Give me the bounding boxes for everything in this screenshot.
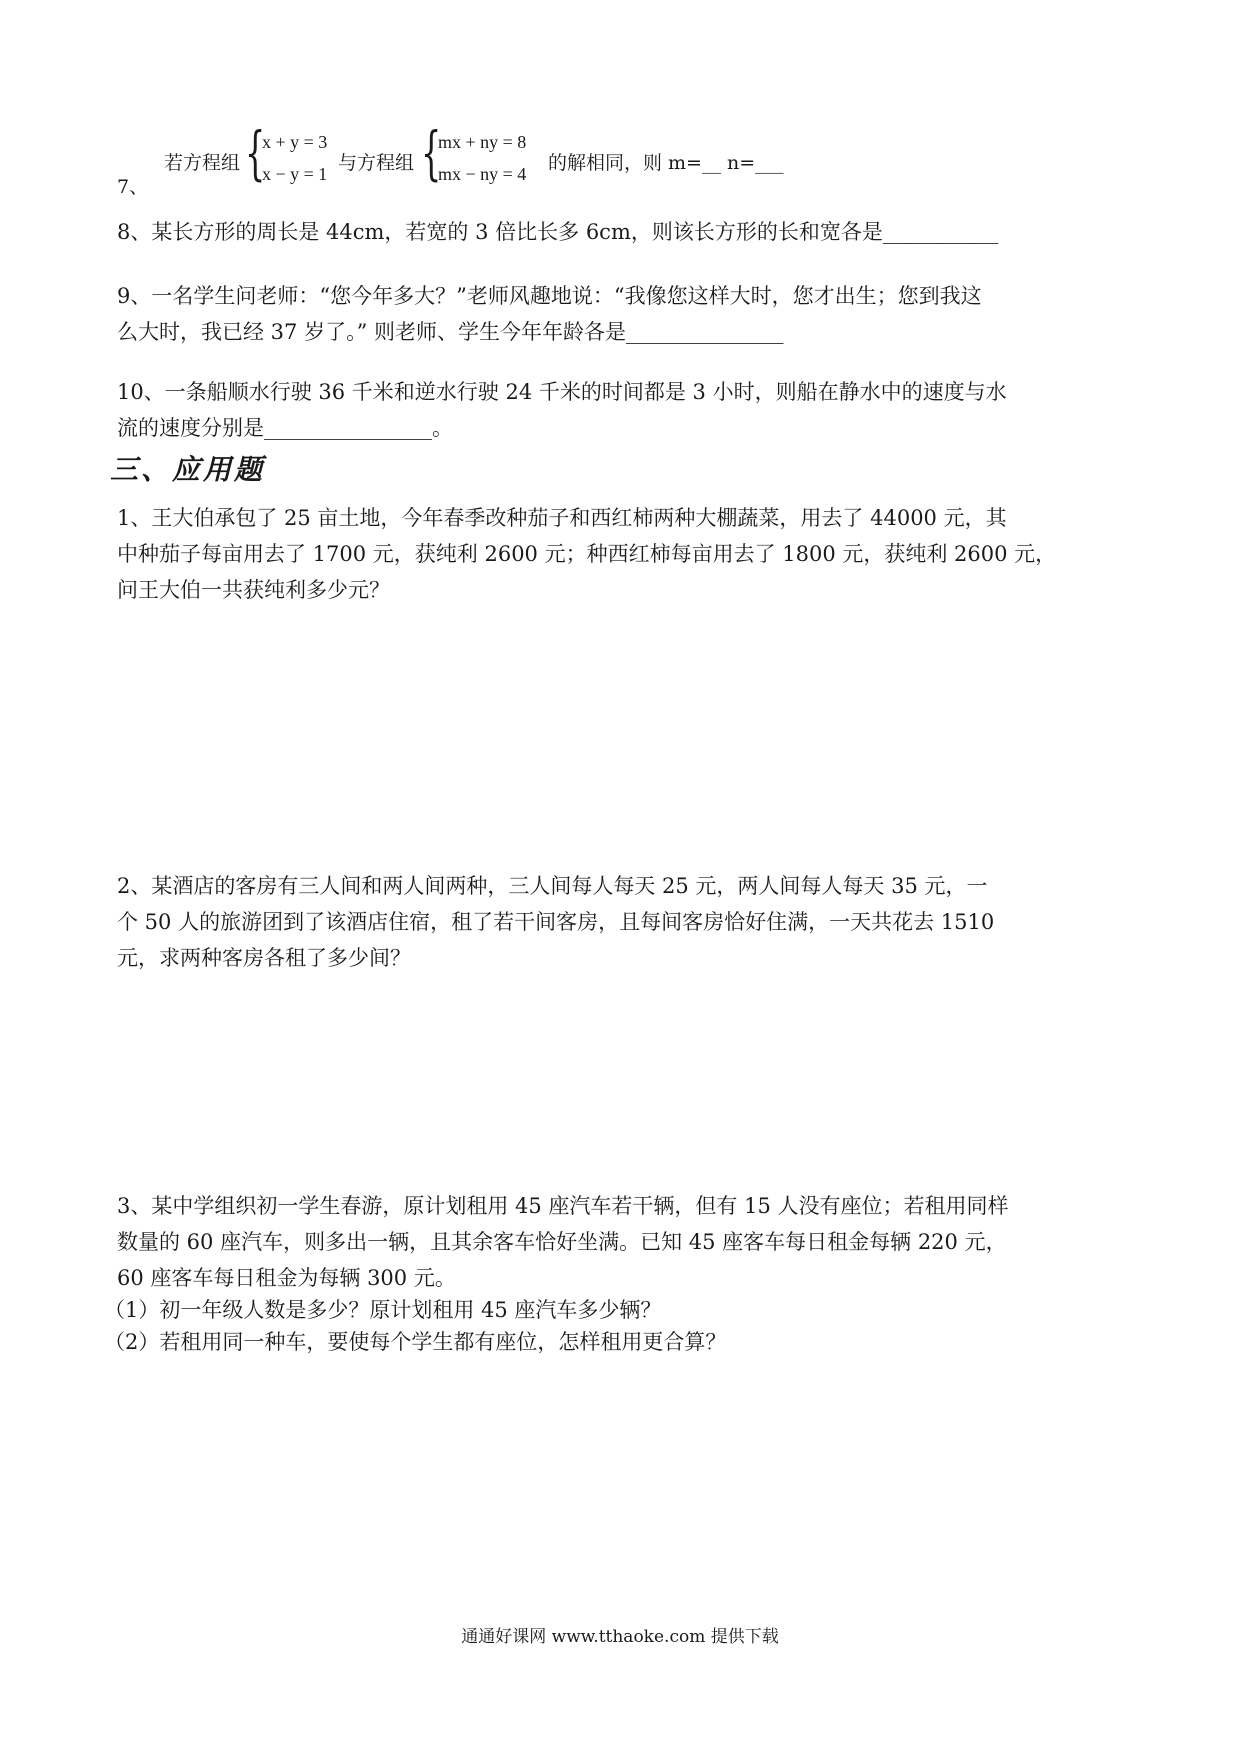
question-8: 8、某长方形的周长是 44cm，若宽的 3 倍比长多 6cm，则该长方形的长和宽各是___________ xyxy=(117,220,999,244)
question-9-line1: 9、一名学生问老师：“您今年多大？”老师风趣地说：“我像您这样大时，您才出生；您到我这 xyxy=(117,284,982,308)
problem-2-line3: 元，求两种客房各租了多少间？ xyxy=(117,946,411,970)
q7-number: 7、 xyxy=(117,176,149,198)
system2-eq1: mx + ny = 8 xyxy=(438,132,527,152)
problem-3-sub1: （1）初一年级人数是多少？原计划租用 45 座汽车多少辆？ xyxy=(104,1298,662,1322)
problem-3-line2: 数量的 60 座汽车，则多出一辆，且其余客车恰好坐满。已知 45 座客车每日租金每辆 220 元， xyxy=(117,1230,1007,1254)
problem-1-line2: 中种茄子每亩用去了 1700 元，获纯利 2600 元；种西红柿每亩用去了 1800 元，获纯利 2600 元， xyxy=(117,542,1057,566)
system1-eq1: x + y = 3 xyxy=(262,132,328,152)
question-9-line2: 么大时，我已经 37 岁了。” 则老师、学生今年年龄各是_______________ xyxy=(117,320,784,344)
problem-3-line3: 60 座客车每日租金为每辆 300 元。 xyxy=(117,1266,456,1290)
problem-2-line2: 个 50 人的旅游团到了该酒店住宿，租了若干间客房，且每间客房恰好住满，一天共花去 1510 xyxy=(117,910,995,934)
system2-eq2: mx − ny = 4 xyxy=(438,164,527,184)
problem-3-sub2: （2）若租用同一种车，要使每个学生都有座位，怎样租用更合算？ xyxy=(104,1330,727,1354)
problem-1-line1: 1、王大伯承包了 25 亩土地，今年春季改种茄子和西红柿两种大棚蔬菜，用去了 44000 元，其 xyxy=(117,506,1007,530)
q7-prefix: 若方程组 xyxy=(164,152,241,174)
q7-suffix: 的解相同，则 m=__ n=___ xyxy=(548,152,784,174)
q7-mid: 与方程组 xyxy=(338,152,415,174)
question-10-line1: 10、一条船顺水行驶 36 千米和逆水行驶 24 千米的时间都是 3 小时，则船在静水中的速度与水 xyxy=(117,380,1007,404)
section-title: 三、应用题 xyxy=(110,453,266,486)
problem-2-line1: 2、某酒店的客房有三人间和两人间两种，三人间每人每天 25 元，两人间每人每天 35 元，一 xyxy=(117,874,988,898)
system1-eq2: x − y = 1 xyxy=(262,164,328,184)
problem-3-line1: 3、某中学组织初一学生春游，原计划租用 45 座汽车若干辆，但有 15 人没有座位；若租用同样 xyxy=(117,1194,1009,1218)
left-brace-1: { xyxy=(245,119,266,187)
page-footer: 通通好课网 www.tthaoke.com 提供下载 xyxy=(461,1627,779,1647)
left-brace-2: { xyxy=(421,119,442,187)
question-10-line2: 流的速度分别是________________。 xyxy=(117,416,453,440)
problem-1-line3: 问王大伯一共获纯利多少元？ xyxy=(117,578,390,602)
